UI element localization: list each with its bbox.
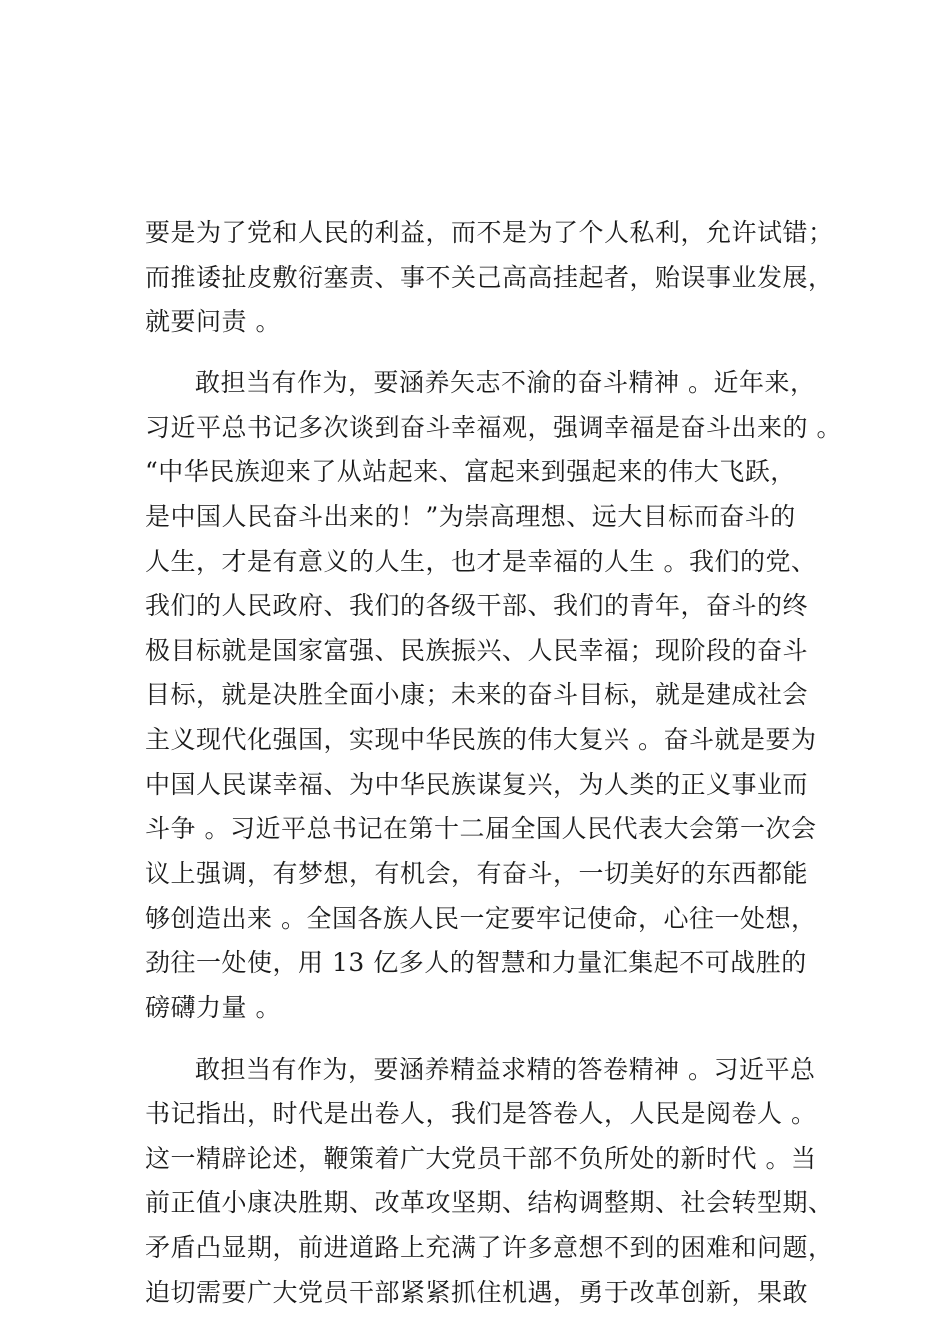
text-line: 够创造出来 。全国各族人民一定要牢记使命，心往一处想，	[145, 904, 817, 933]
text-line: 我们的人民政府、我们的各级干部、我们的青年，奋斗的终	[145, 591, 809, 620]
text-line: 主义现代化强国，实现中华民族的伟大复兴 。奋斗就是要为	[145, 725, 817, 754]
text-line: 斗争 。习近平总书记在第十二届全国人民代表大会第一次会	[145, 814, 817, 843]
text-line: 中国人民谋幸福、为中华民族谋复兴，为人类的正义事业而	[145, 770, 809, 799]
text-line: 劲往一处使，用 13 亿多人的智慧和力量汇集起不可战胜的	[145, 948, 807, 977]
text-line: 迫切需要广大党员干部紧紧抓住机遇，勇于改革创新，果敢	[145, 1278, 809, 1307]
text-line: 书记指出，时代是出卷人，我们是答卷人，人民是阅卷人 。	[145, 1099, 817, 1128]
text-line: “中华民族迎来了从站起来、富起来到强起来的伟大飞跃，	[145, 457, 796, 486]
text-line: 习近平总书记多次谈到奋斗幸福观，强调幸福是奋斗出来的 。	[145, 413, 842, 442]
text-line: 目标，就是决胜全面小康；未来的奋斗目标，就是建成社会	[145, 680, 809, 709]
text-line: 而推诿扯皮敷衍塞责、事不关己高高挂起者，贻误事业发展，	[145, 263, 834, 292]
text-line: 就要问责 。	[145, 307, 281, 336]
text-line: 矛盾凸显期，前进道路上充满了许多意想不到的困难和问题，	[145, 1233, 834, 1262]
text-line: 人生，才是有意义的人生，也才是幸福的人生 。我们的党、	[145, 547, 817, 576]
text-line: 敢担当有作为，要涵养矢志不渝的奋斗精神 。近年来，	[195, 368, 816, 397]
text-line: 要是为了党和人民的利益，而不是为了个人私利，允许试错；	[145, 218, 834, 247]
text-line: 前正值小康决胜期、改革攻坚期、结构调整期、社会转型期、	[145, 1188, 834, 1217]
text-line: 这一精辟论述，鞭策着广大党员干部不负所处的新时代 。当	[145, 1144, 817, 1173]
text-line: 极目标就是国家富强、民族振兴、人民幸福；现阶段的奋斗	[145, 636, 809, 665]
text-line: 议上强调，有梦想，有机会，有奋斗，一切美好的东西都能	[145, 859, 809, 888]
text-line: 是中国人民奋斗出来的！”为崇高理想、远大目标而奋斗的	[145, 502, 796, 531]
text-line: 磅礴力量 。	[145, 993, 281, 1022]
text-line: 敢担当有作为，要涵养精益求精的答卷精神 。习近平总	[195, 1055, 816, 1084]
